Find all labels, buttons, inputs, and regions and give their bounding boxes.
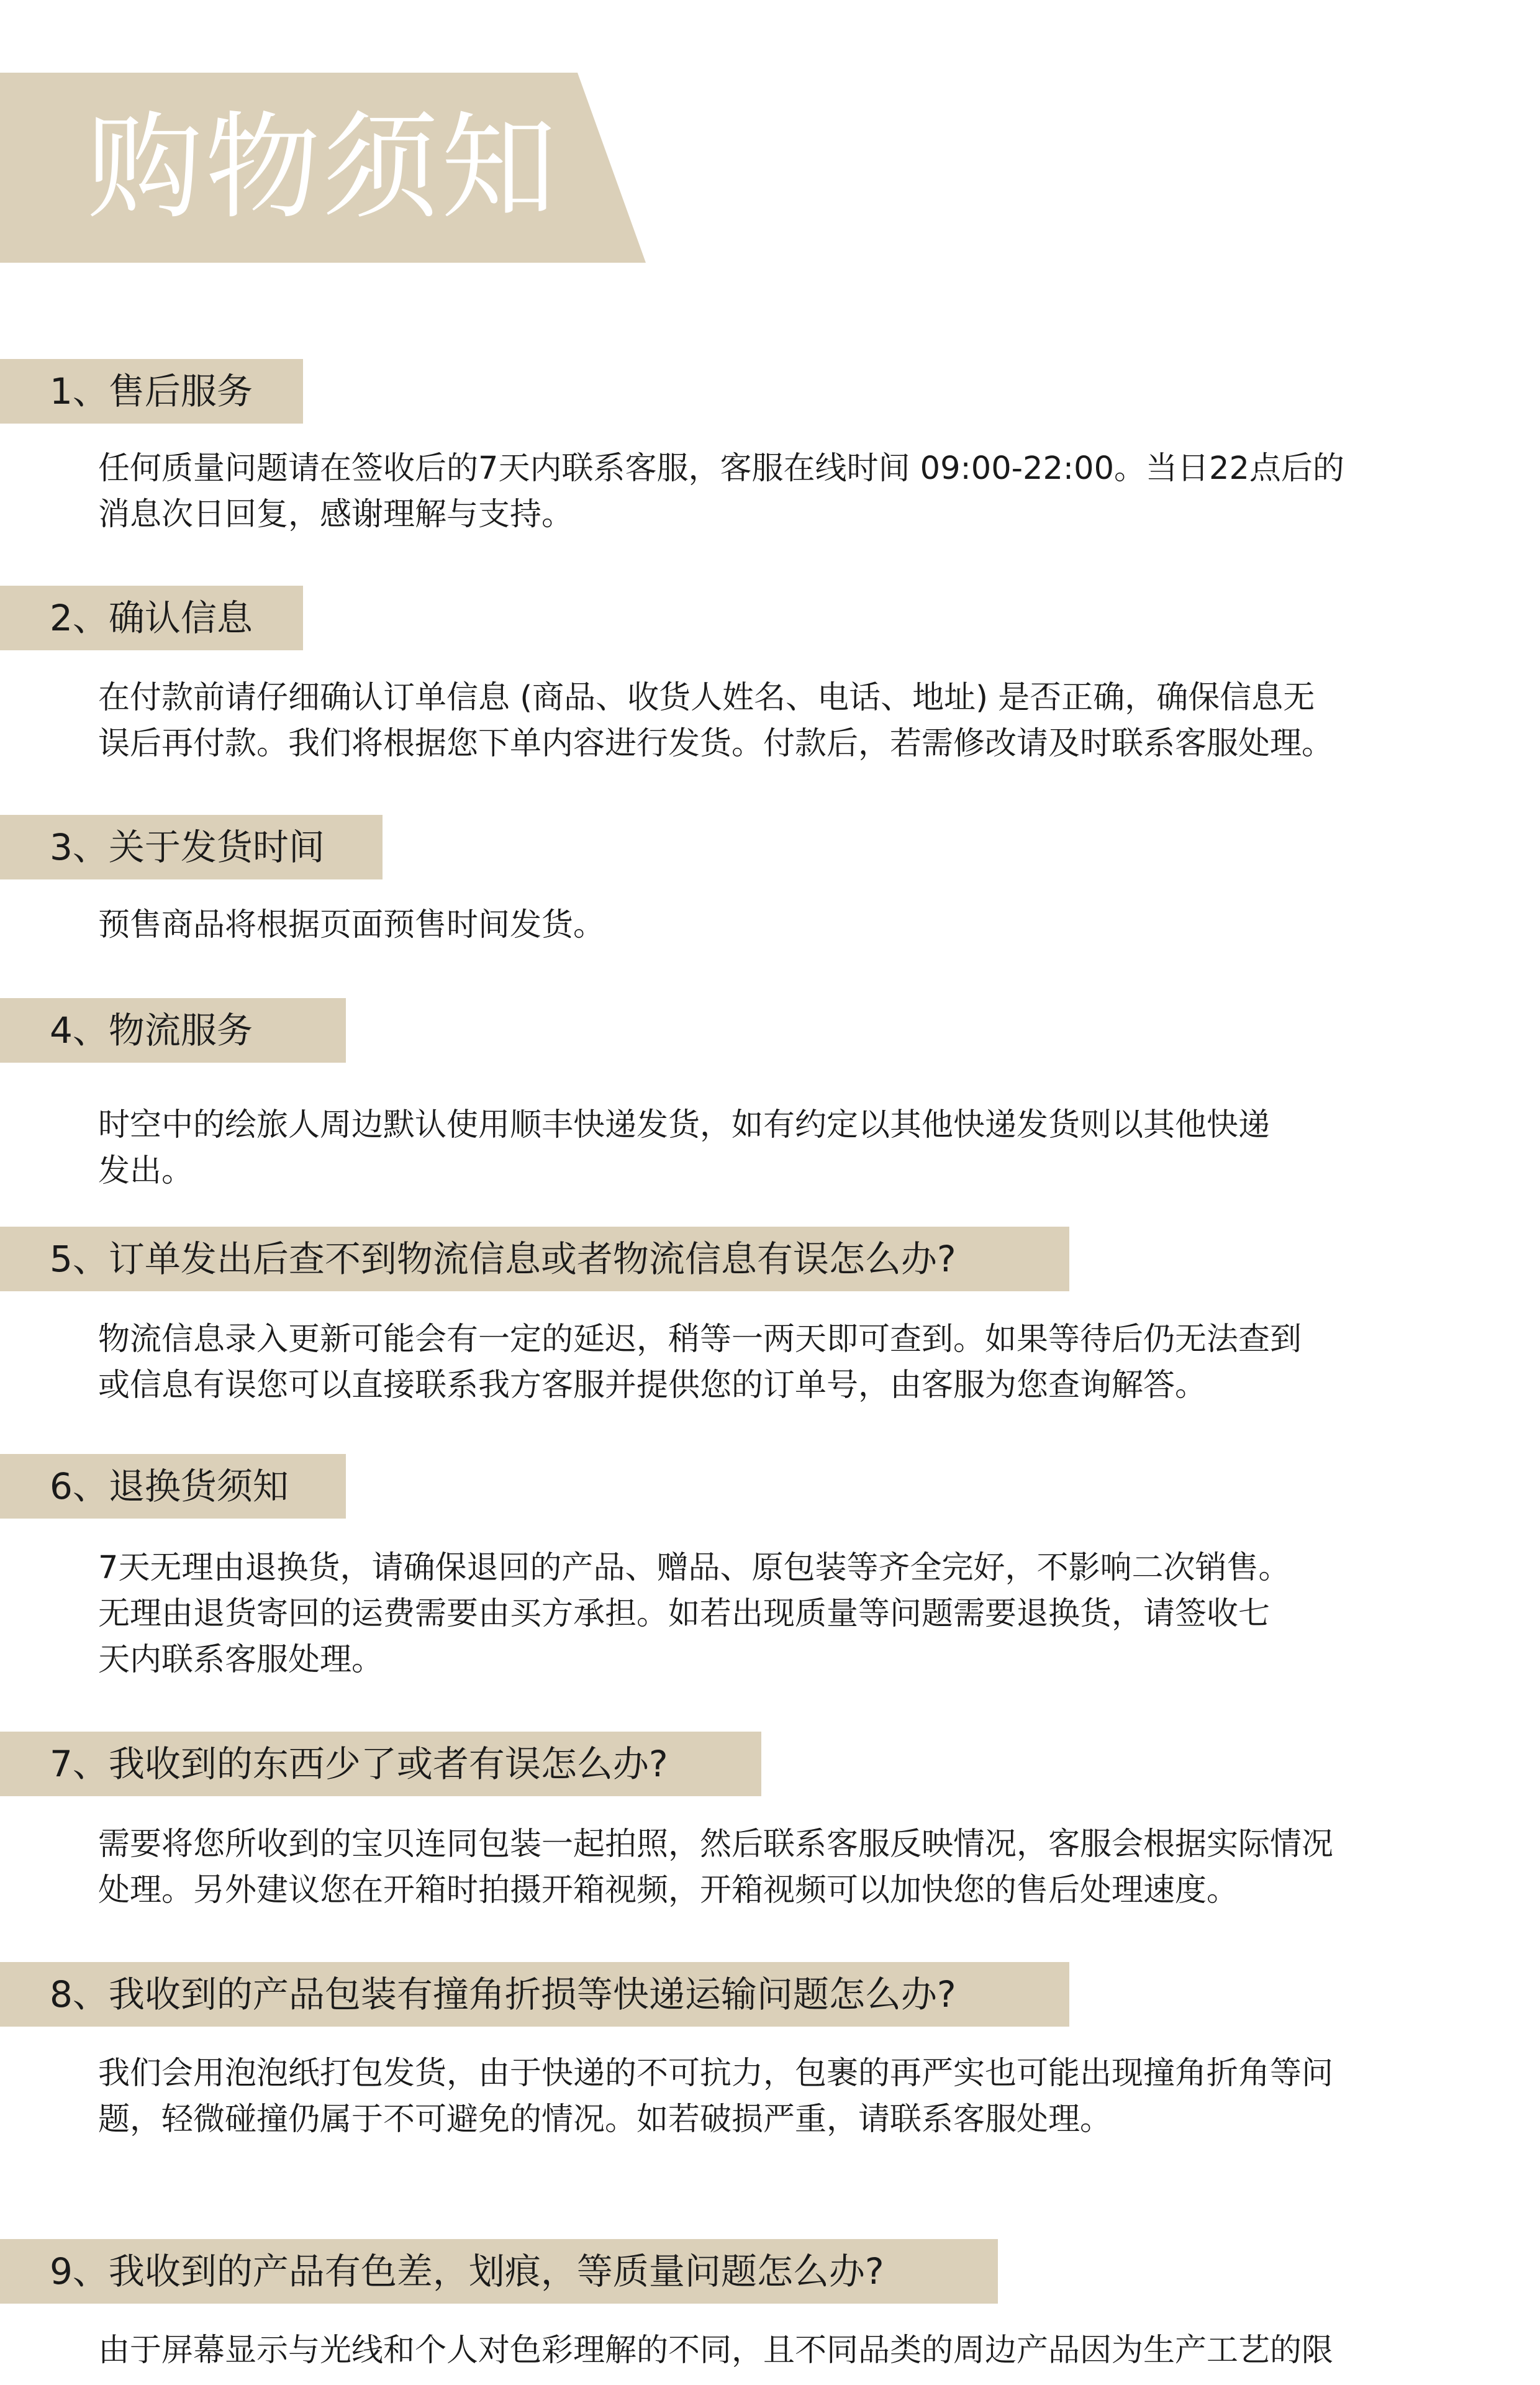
section-7-line: 处理。另外建议您在开箱时拍摄开箱视频，开箱视频可以加快您的售后处理速度。: [98, 1872, 1239, 1909]
page-title: 购物须知: [87, 100, 559, 235]
section-title-8: 8、我收到的产品包装有撞角折损等快递运输问题怎么办?: [50, 1973, 956, 2015]
section-1-line: 消息次日回复，感谢理解与支持。: [98, 496, 574, 533]
section-body-7: [98, 1822, 1464, 1914]
section-2-line: 在付款前请仔细确认订单信息 (商品、收货人姓名、电话、地址) 是否正确，确保信息无: [98, 679, 1315, 716]
section-title-5: 5、订单发出后查不到物流信息或者物流信息有误怎么办?: [50, 1238, 956, 1280]
section-9-line: 由于屏幕显示与光线和个人对色彩理解的不同，且不同品类的周边产品因为生产工艺的限: [98, 2332, 1334, 2369]
section-body-5: [98, 1317, 1464, 1409]
section-8-line: 我们会用泡泡纸打包发货，由于快递的不可抗力，包裹的再严实也可能出现撞角折角等问: [98, 2055, 1334, 2092]
section-body-3: [98, 902, 1464, 948]
section-title-2: 2、确认信息: [50, 597, 253, 639]
section-body-8: [98, 2051, 1464, 2143]
section-body-4: [98, 1102, 1464, 1194]
section-title-3: 3、关于发货时间: [50, 826, 325, 868]
section-5-line: 或信息有误您可以直接联系我方客服并提供您的订单号，由客服为您查询解答。: [98, 1367, 1207, 1404]
section-title-1: 1、售后服务: [50, 370, 253, 412]
section-2-line: 误后再付款。我们将根据您下单内容进行发货。付款后，若需修改请及时联系客服处理。: [98, 725, 1334, 762]
section-8-line: 题，轻微碰撞仍属于不可避免的情况。如若破损严重，请联系客服处理。: [98, 2101, 1112, 2138]
section-6-line: 天内联系客服处理。: [98, 1642, 384, 1678]
section-4-line: 发出。: [98, 1153, 194, 1189]
section-title-4: 4、物流服务: [50, 1009, 253, 1052]
section-body-2: [98, 675, 1464, 767]
section-7-line: 需要将您所收到的宝贝连同包装一起拍照，然后联系客服反映情况，客服会根据实际情况: [98, 1826, 1334, 1863]
section-5-line: 物流信息录入更新可能会有一定的延迟，稍等一两天即可查到。如果等待后仍无法查到: [98, 1321, 1302, 1358]
section-title-6: 6、退换货须知: [50, 1465, 289, 1507]
section-title-9: 9、我收到的产品有色差，划痕，等质量问题怎么办?: [50, 2250, 884, 2292]
section-body-1: [98, 446, 1464, 538]
section-4-line: 时空中的绘旅人周边默认使用顺丰快递发货，如有约定以其他快递发货则以其他快递: [98, 1107, 1270, 1143]
section-3-line: 预售商品将根据页面预售时间发货。: [98, 907, 605, 943]
section-body-6: [98, 1545, 1464, 1683]
section-6-line: 7天无理由退换货，请确保退回的产品、赠品、原包装等齐全完好，不影响二次销售。: [98, 1550, 1290, 1586]
section-title-7: 7、我收到的东西少了或者有误怎么办?: [50, 1743, 668, 1785]
section-6-line: 无理由退货寄回的运费需要由买方承担。如若出现质量等问题需要退换货，请签收七: [98, 1596, 1270, 1632]
section-1-line: 任何质量问题请在签收后的7天内联系客服，客服在线时间 09:00-22:00。当日22点后的: [98, 450, 1344, 487]
section-body-9: [98, 2328, 1464, 2374]
